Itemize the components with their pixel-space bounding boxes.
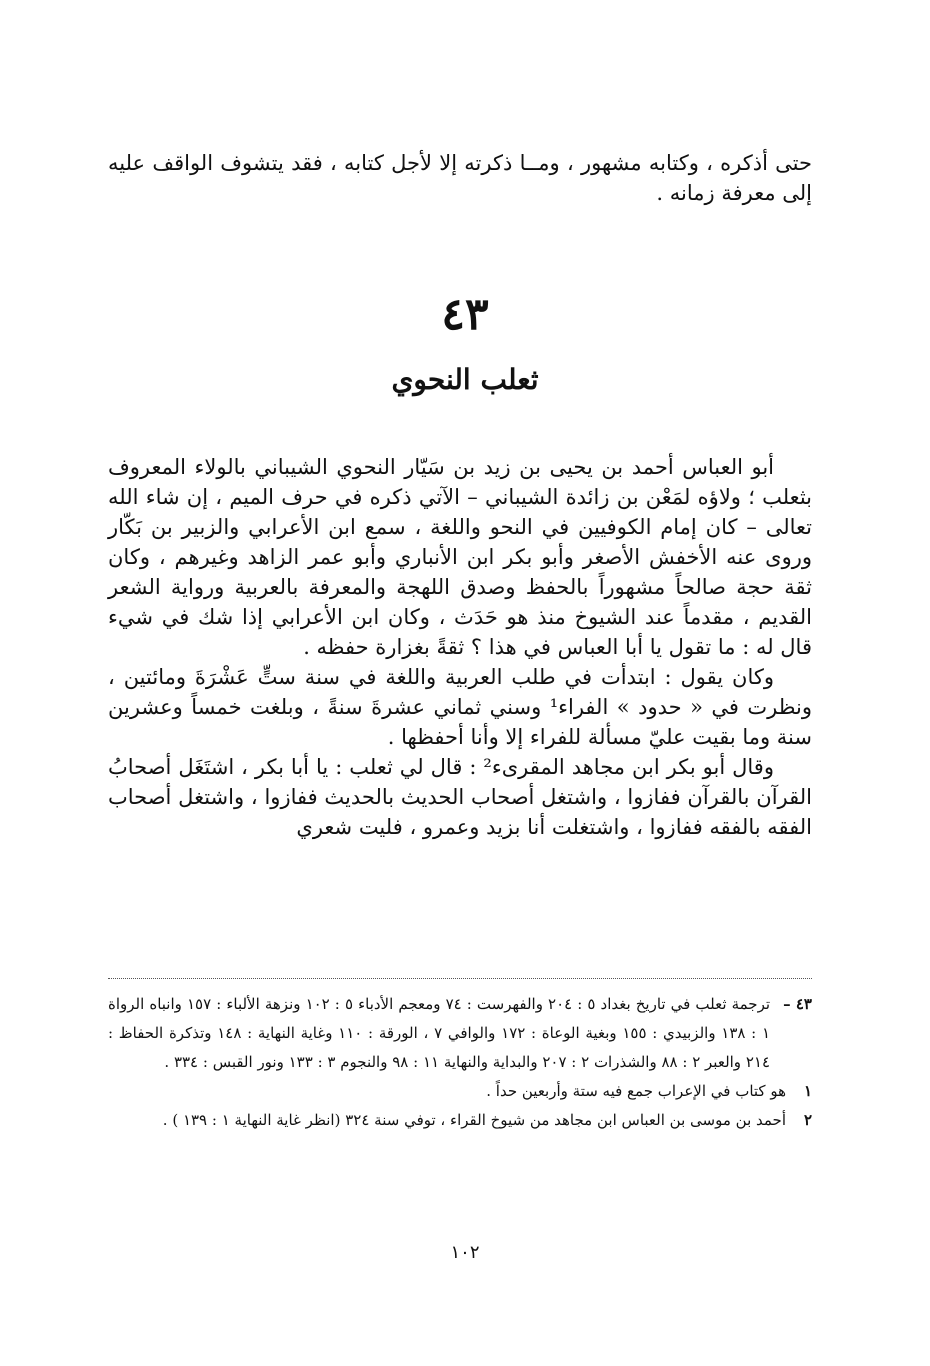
- footnote-sources: [108, 990, 812, 1077]
- footnote-divider: [108, 978, 812, 979]
- footnote-text: أحمد بن موسى بن العباس ابن مجاهد من شيوخ القراء ، توفي سنة ٣٢٤ (انظر غاية النهاية ١ : ١٣٩ ) .: [162, 1111, 786, 1129]
- entry-title: ثعلب النحوي: [391, 363, 539, 396]
- continuation-text: حتى أذكره ، وكتابه مشهور ، ومــا ذكرته إلا لأجل كتابه ، فقد يتشوف الواقف عليه إلى معرفة زمانه .: [108, 151, 812, 205]
- footnotes: [108, 990, 812, 1135]
- entry-number: ٤٣: [441, 289, 489, 340]
- footnote-text: هو كتاب في الإعراب جمع فيه ستة وأربعين حداً .: [486, 1082, 786, 1100]
- paragraph-ibn-mujahid: وقال أبو بكر ابن مجاهد المقرىء² : قال لي ثعلب : يا أبا بكر ، اشتَغَل أصحابُ القرآن بالقرآن ففازوا ، واشتغل أصحاب الحديث بالحديث ففازوا ، واشتغل أصحاب الفقه بالفقه ففازوا ، واشتغلت أنا بزيد وعمرو ، فليت شعري: [108, 755, 812, 839]
- footnote-marker: ١: [803, 1082, 812, 1100]
- footnote-text: ترجمة ثعلب في تاريخ بغداد ٥ : ٢٠٤ والفهرست : ٧٤ ومعجم الأدباء ٥ : ١٠٢ ونزهة الألباء : ١٥٧ وانباه الرواة ١ : ١٣٨ والزبيدي : ١٥٥ وبغية الوعاة : ١٧٢ والوافي ٧ ، الورقة : ١١٠ وغاية النهاية : ١٤٨ وتذكرة الحفاظ : ٢١٤ والعبر ٢ : ٨٨ والشذرات ٢ : ٢٠٧ والبداية والنهاية ١١ : ٩٨ والنجوم ٣ : ١٣٣ ونور القبس : ٣٣٤ .: [108, 995, 771, 1071]
- page-number: ١٠٢: [450, 1242, 480, 1263]
- footnote-2: [108, 1106, 812, 1135]
- entry-body: [108, 452, 812, 842]
- continuation-paragraph: [108, 148, 812, 208]
- footnote-marker: ٢: [803, 1111, 812, 1129]
- footnote-marker: ٤٣ –: [783, 995, 812, 1013]
- paragraph-biography: أبو العباس أحمد بن يحيى بن زيد بن سَيّار النحوي الشيباني بالولاء المعروف بثعلب ؛ ولاؤه لمَعْن بن زائدة الشيباني – الآتي ذكره في حرف الميم ، إن شاء الله تعالى – كان إمام الكوفيين في النحو واللغة ، سمع ابن الأعرابي والزبير بن بَكّار وروى عنه الأخفش الأصغر وأبو بكر ابن الأنباري وأبو عمر الزاهد وغيرهم ، وكان ثقة حجة صالحاً مشهوراً بالحفظ وصدق اللهجة والمعرفة بالعربية ورواية الشعر القديم ، مقدماً عند الشيوخ منذ هو حَدَث ، وكان ابن الأعرابي إذا شك في شيء قال له : ما تقول يا أبا العباس في هذا ؟ ثقةً بغزارة حفظه .: [108, 455, 812, 659]
- paragraph-study: وكان يقول : ابتدأت في طلب العربية واللغة في سنة ستٍّ عَشْرَةَ ومائتين ، ونظرت في « حدود » الفراء¹ وسني ثماني عشرةَ سنةً ، وبلغت خمساً وعشرين سنة وما بقيت عليّ مسألة للفراء إلا وأنا أحفظها .: [108, 665, 812, 749]
- footnote-1: [108, 1077, 812, 1106]
